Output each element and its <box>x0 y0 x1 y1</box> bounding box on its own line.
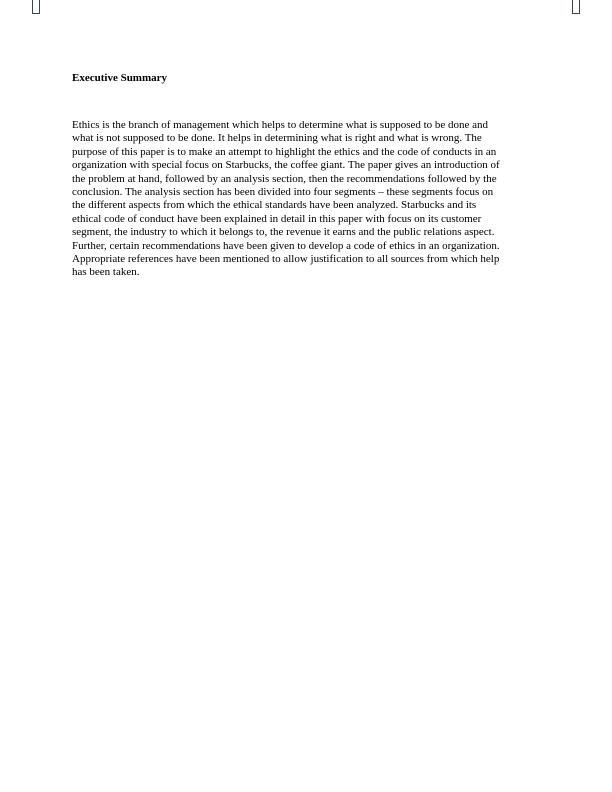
text-line: organization with special focus on Starbucks, the coffee giant. The paper gives an introduction of <box>72 159 500 172</box>
text-line: what is not supposed to be done. It helps in determining what is right and what is wrong. The <box>72 132 482 145</box>
section-heading: Executive Summary <box>72 72 168 84</box>
text-line: the problem at hand, followed by an analysis section, then the recommendations followed by the <box>72 172 497 185</box>
crop-mark-left-icon <box>32 0 40 14</box>
text-line: the different aspects from which the ethical standards have been analyzed. Starbucks and its <box>72 199 477 212</box>
text-line: purpose of this paper is to make an attempt to highlight the ethics and the code of conducts in an <box>72 145 497 158</box>
text-line: conclusion. The analysis section has been divided into four segments – these segments focus on <box>72 186 494 199</box>
text-line: ethical code of conduct have been explained in detail in this paper with focus on its customer <box>72 212 482 225</box>
text-line: segment, the industry to which it belongs to, the revenue it earns and the public relations aspect. <box>72 226 495 239</box>
text-line: has been taken. <box>72 266 140 279</box>
text-line: Appropriate references have been mentioned to allow justification to all sources from which help <box>72 253 500 266</box>
text-line: Further, certain recommendations have been given to develop a code of ethics in an organization. <box>72 239 500 252</box>
summary-paragraph <box>72 119 500 280</box>
crop-mark-right-icon <box>572 0 580 14</box>
text-line: Ethics is the branch of management which helps to determine what is supposed to be done and <box>72 119 489 131</box>
